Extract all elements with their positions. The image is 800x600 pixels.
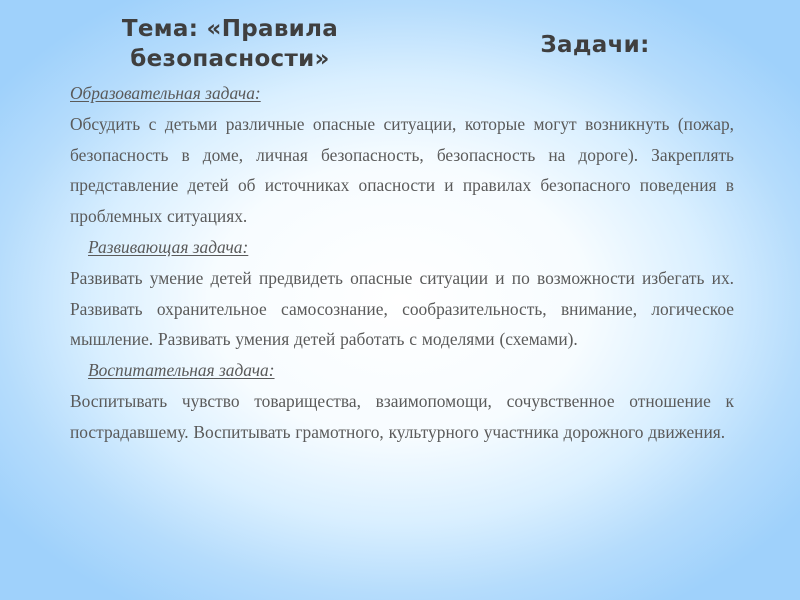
section-heading-developmental: Развивающая задача: <box>88 236 249 257</box>
section-text-developmental: Развивать умение детей предвидеть опасные ситуации и по возможности избегать их. Развивать охранительное самосознание, сообразительность, внимание, логическое мышление. Развивать умения детей работать с моделями (схемами). <box>70 267 734 350</box>
section-heading-educational: Образовательная задача: <box>70 83 261 103</box>
section-text-educational: Обсудить с детьми различные опасные ситуации, которые могут возникнуть (пожар, безопасность в доме, личная безопасность, безопасность на дороге). Закреплять представление детей об источниках опасности и правилах безопасного поведения в проблемных ситуациях. <box>70 113 734 227</box>
section-heading-upbringing: Воспитательная задача: <box>88 360 275 381</box>
slide-subtitle: Задачи: <box>540 32 650 58</box>
section-text-upbringing: Воспитывать чувство товарищества, взаимопомощи, сочувственное отношение к пострадавшему. Воспитывать грамотного, культурного участника дорожного движения. <box>70 390 734 442</box>
content-body <box>70 78 734 448</box>
slide-title: Тема: «Правила безопасности» <box>121 16 339 72</box>
